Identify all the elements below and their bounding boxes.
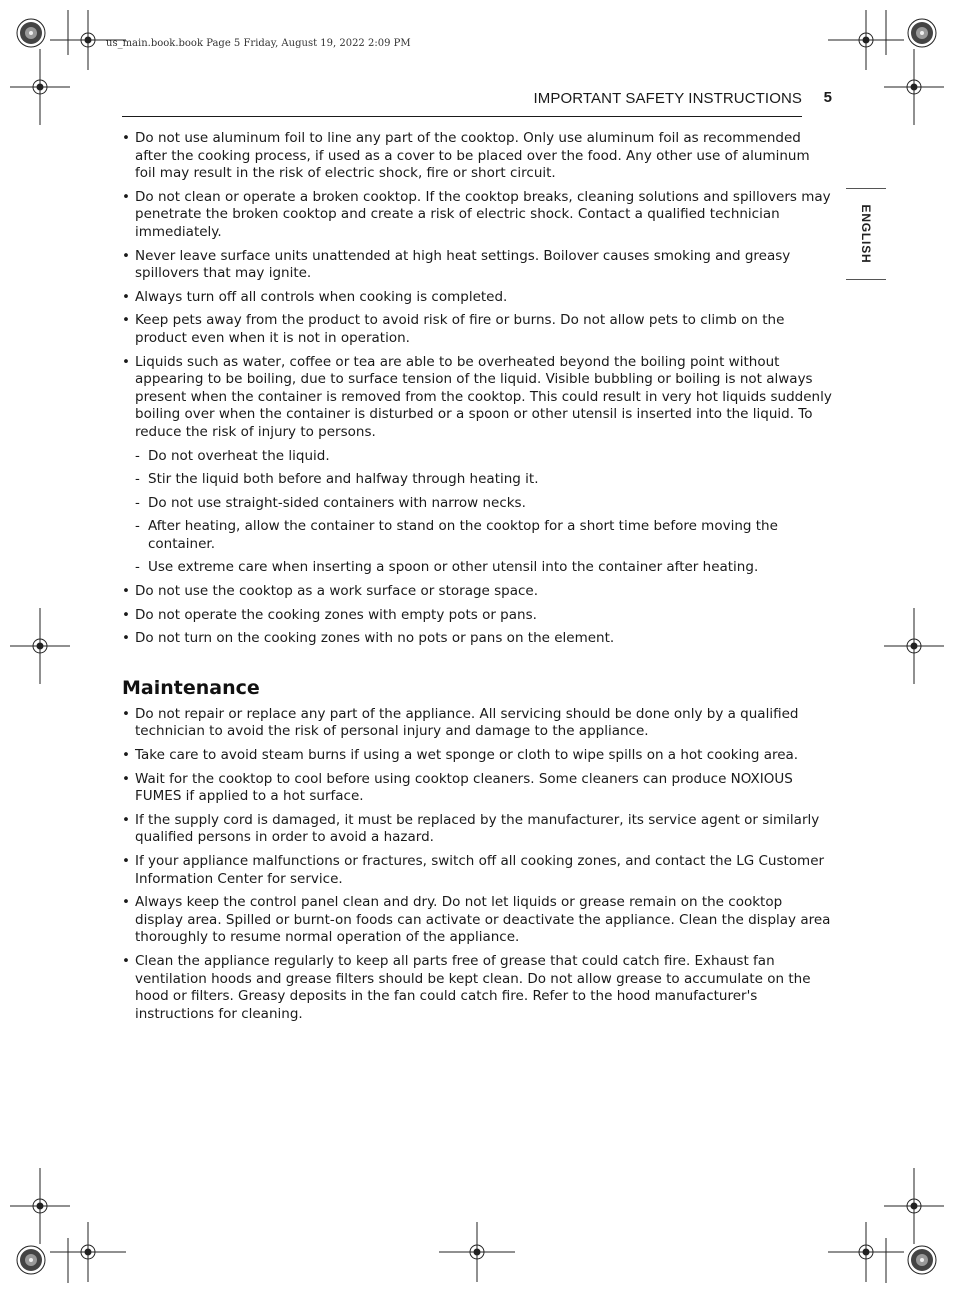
language-side-tab <box>846 188 886 280</box>
page-number: 5 <box>823 89 832 106</box>
safety-list-continued <box>120 583 832 648</box>
list-item: • Wait for the cooktop to cool before using cooktop cleaners. Some cleaners can produce NOXIOUS FUMES if applied to a hot surface. <box>120 771 832 806</box>
list-item: • Do not turn on the cooking zones with no pots or pans on the element. <box>120 630 832 648</box>
list-item-liquids <box>120 354 832 442</box>
language-side-tab-label: ENGLISH <box>859 204 873 264</box>
maintenance-heading: Maintenance <box>122 676 260 699</box>
list-item: • Take care to avoid steam burns if using a wet sponge or cloth to wipe spills on a hot cooking area. <box>120 747 832 765</box>
list-item: • Do not operate the cooking zones with empty pots or pans. <box>120 607 832 625</box>
page-header <box>122 88 832 110</box>
corner-rosette-bottom-right <box>908 1246 936 1274</box>
page-header-title: IMPORTANT SAFETY INSTRUCTIONS <box>533 90 802 107</box>
list-item: • Do not repair or replace any part of the appliance. All servicing should be done only by a qualified technician to avoid the risk of personal injury and damage to the appliance. <box>120 706 832 741</box>
sublist-item: - Use extreme care when inserting a spoon or other utensil into the container after heating. <box>120 559 832 577</box>
list-item: • If your appliance malfunctions or fractures, switch off all cooking zones, and contact the LG Customer Information Center for service. <box>120 853 832 888</box>
sublist-item: - After heating, allow the container to stand on the cooktop for a short time before moving the container. <box>120 518 832 553</box>
page-content <box>120 130 832 1029</box>
list-item: • Do not use the cooktop as a work surface or storage space. <box>120 583 832 601</box>
crosshair-right-upper <box>884 49 944 125</box>
header-rule <box>122 116 802 117</box>
crosshair-bottom-right <box>828 1222 904 1282</box>
list-item: • Never leave surface units unattended at high heat settings. Boilover causes smoking and greasy spillovers that may ignite. <box>120 248 832 283</box>
sublist-item: - Do not use straight-sided containers with narrow necks. <box>120 495 832 513</box>
corner-rosette-bottom-left <box>17 1246 45 1274</box>
crosshair-left-upper <box>10 49 70 125</box>
crosshair-bottom-left <box>50 1222 126 1282</box>
list-item-text: Liquids such as water, coffee or tea are able to be overheated beyond the boiling point without appearing to be boiling, due to surface tension of the liquid. Visible bubbling or boiling is not always present when the container is removed from the cooktop. This could result in very hot liquids suddenly boiling over when the container is disturbed or a spoon or other utensil is inserted into the liquid. To reduce the risk of injury to persons. <box>135 353 832 440</box>
corner-rosette-top-right <box>908 19 936 47</box>
list-item: • Keep pets away from the product to avoid risk of fire or burns. Do not allow pets to climb on the product even when it is not in operation. <box>120 312 832 347</box>
crosshair-left-middle <box>10 608 70 684</box>
maintenance-list <box>120 706 832 1024</box>
liquid-sublist <box>120 448 832 578</box>
list-item: • Clean the appliance regularly to keep all parts free of grease that could catch fire. Exhaust fan ventilation hoods and grease filters should be kept clean. Do not allow grease to accumulate on the hood or filters. Greasy deposits in the fan could catch fire. Refer to the hood manufacturer's instructions for cleaning. <box>120 953 832 1023</box>
crosshair-bottom-center <box>439 1222 515 1282</box>
list-item: • Always keep the control panel clean and dry. Do not let liquids or grease remain on the cooktop display area. Spilled or burnt-on foods can activate or deactivate the appliance. Clean the display area thoroughly to resume normal operation of the appliance. <box>120 894 832 947</box>
print-slug-line: us_main.book.book Page 5 Friday, August 19, 2022 2:09 PM <box>106 38 411 49</box>
crosshair-left-lower <box>10 1168 70 1244</box>
safety-list <box>120 130 832 442</box>
list-item: • Always turn off all controls when cooking is completed. <box>120 289 832 307</box>
sublist-item: - Do not overheat the liquid. <box>120 448 832 466</box>
crosshair-right-lower <box>884 1168 944 1244</box>
corner-rosette-top-left <box>17 19 45 47</box>
list-item: • Do not use aluminum foil to line any part of the cooktop. Only use aluminum foil as recommended after the cooking process, if used as a cover to be placed over the food. Any other use of aluminum foil may result in the risk of electric shock, fire or short circuit. <box>120 130 832 183</box>
list-item: • Do not clean or operate a broken cooktop. If the cooktop breaks, cleaning solutions and spillovers may penetrate the broken cooktop and create a risk of electric shock. Contact a qualified technician immediately. <box>120 189 832 242</box>
sublist-item: - Stir the liquid both before and halfway through heating it. <box>120 471 832 489</box>
crosshair-right-middle <box>884 608 944 684</box>
crosshair-top-right <box>828 10 904 70</box>
list-item: • If the supply cord is damaged, it must be replaced by the manufacturer, its service agent or similarly qualified persons in order to avoid a hazard. <box>120 812 832 847</box>
